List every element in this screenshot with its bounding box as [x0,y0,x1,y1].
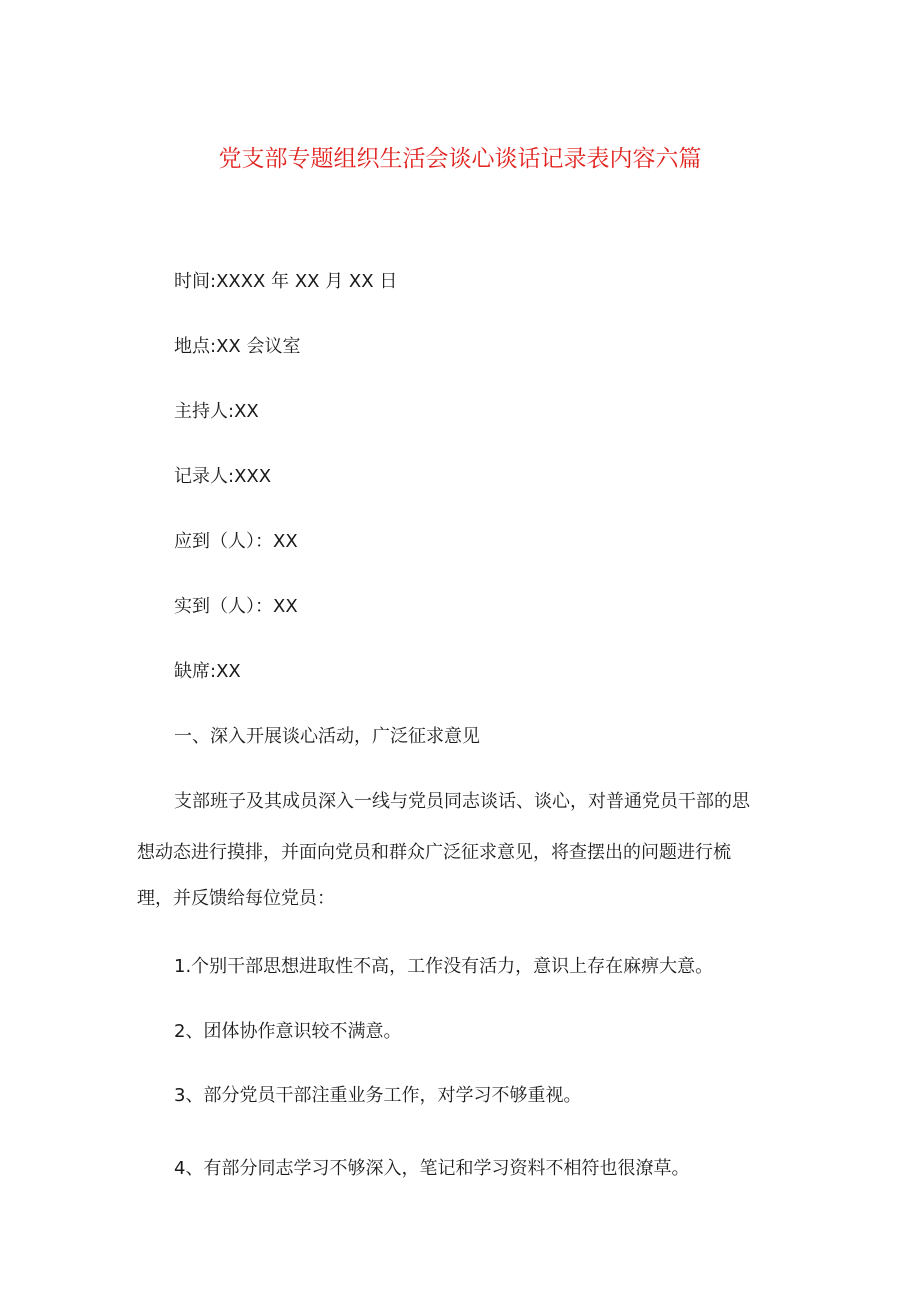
issue-item-2: 2、团体协作意识较不满意。 [174,1021,402,1042]
intro-line-2: 想动态进行摸排，并面向党员和群众广泛征求意见，将查摆出的问题进行梳 [137,842,731,863]
document-title: 党支部专题组织生活会谈心谈话记录表内容六篇 [218,146,702,172]
meta-place: 地点:XX 会议室 [174,336,301,357]
meta-expected-attendance: 应到（人）：XX [174,531,298,552]
issue-item-4: 4、有部分同志学习不够深入，笔记和学习资料不相符也很潦草。 [174,1158,690,1179]
meta-host: 主持人:XX [174,401,259,422]
issue-item-1: 1.个别干部思想进取性不高，工作没有活力，意识上存在麻痹大意。 [174,956,714,977]
intro-line-1: 支部班子及其成员深入一线与党员同志谈话、谈心，对普通党员干部的思 [174,791,750,812]
meta-absent: 缺席:XX [174,661,241,682]
meta-recorder: 记录人:XXX [174,466,272,487]
issue-item-3: 3、部分党员干部注重业务工作，对学习不够重视。 [174,1085,582,1106]
meta-time: 时间:XXXX 年 XX 月 XX 日 [174,271,398,292]
meta-actual-attendance: 实到（人）：XX [174,596,298,617]
intro-line-3: 理，并反馈给每位党员： [137,888,335,909]
section-heading: 一、深入开展谈心活动，广泛征求意见 [174,726,480,747]
